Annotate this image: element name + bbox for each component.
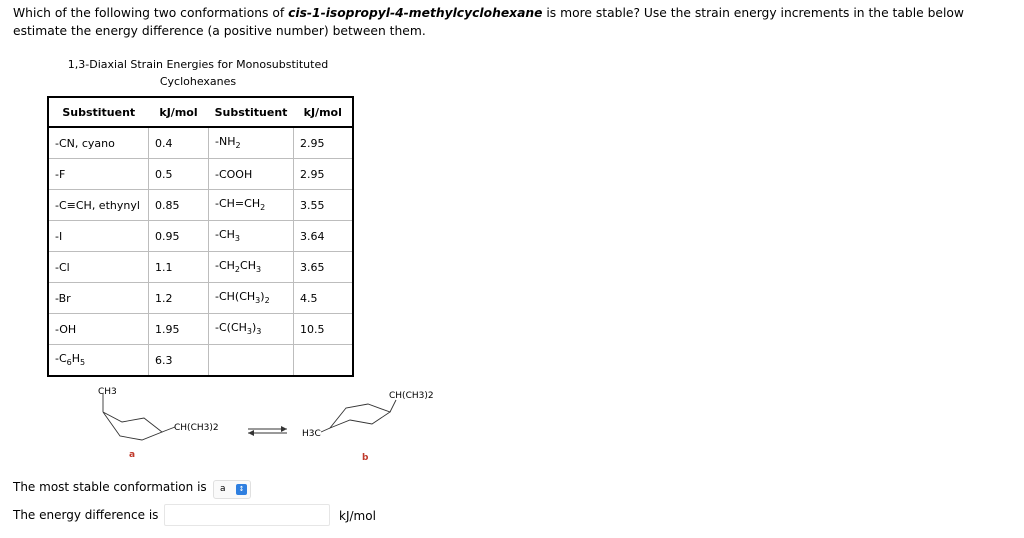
substituent-cell: $-C(CH_3)_3$ — [209, 314, 294, 345]
value-cell: 2.95 — [294, 127, 354, 159]
stable-conformation-value: a — [220, 484, 226, 494]
value-cell: 2.95 — [294, 159, 354, 190]
value-cell: 10.5 — [294, 314, 354, 345]
substituent-cell: $-CH_2CH_3$ — [209, 252, 294, 283]
structure-b — [302, 391, 434, 463]
structure-b-isopropyl: CH(CH3)2 — [389, 391, 434, 401]
energy-difference-label: The energy difference is — [13, 508, 159, 522]
table-caption — [48, 56, 348, 90]
structure-b-label: b — [362, 453, 369, 463]
table-row — [48, 283, 353, 314]
chevron-up-down-icon: ↕ — [236, 484, 247, 495]
value-cell: 0.5 — [149, 159, 209, 190]
value-cell: 3.64 — [294, 221, 354, 252]
substituent-cell: $-C_6H_5$ — [48, 345, 149, 377]
value-cell: 3.65 — [294, 252, 354, 283]
structure-b-h3c: H3C — [302, 429, 321, 439]
table-row — [48, 221, 353, 252]
value-cell: 1.2 — [149, 283, 209, 314]
stable-conformation-select[interactable] — [213, 480, 251, 499]
table-row — [48, 127, 353, 159]
header-kjmol-2: kJ/mol — [294, 97, 354, 127]
table-header-row — [48, 97, 353, 127]
table-row — [48, 345, 353, 377]
value-cell: 6.3 — [149, 345, 209, 377]
substituent-cell: -F — [48, 159, 149, 190]
value-cell: 0.95 — [149, 221, 209, 252]
caption-line-2: Cyclohexanes — [159, 75, 237, 88]
table-row — [48, 190, 353, 221]
strain-energy-table — [47, 96, 354, 377]
value-cell: 0.4 — [149, 127, 209, 159]
value-cell: 1.95 — [149, 314, 209, 345]
equilibrium-arrows-icon — [248, 426, 287, 436]
substituent-cell: -Cl — [48, 252, 149, 283]
structure-a-isopropyl: CH(CH3)2 — [174, 423, 219, 433]
header-substituent-2: Substituent — [209, 97, 294, 127]
substituent-cell: -COOH — [209, 159, 294, 190]
substituent-cell: $-CH=CH_2$ — [209, 190, 294, 221]
substituent-cell: -Br — [48, 283, 149, 314]
substituent-cell: $-CH(CH_3)_2$ — [209, 283, 294, 314]
substituent-cell — [209, 345, 294, 377]
energy-difference-input[interactable] — [164, 504, 330, 526]
table-row — [48, 252, 353, 283]
substituent-cell: -C≡CH, ethynyl — [48, 190, 149, 221]
compound-name: cis-1-isopropyl-4-methylcyclohexane — [288, 6, 543, 20]
caption-line-1: 1,3-Diaxial Strain Energies for Monosubstituted — [67, 58, 329, 71]
substituent-cell: $-CH_3$ — [209, 221, 294, 252]
question-part2: is more stable? Use the strain energy increments in the table below estimate the energy difference (a positive number) between them. — [13, 6, 964, 38]
value-cell: 1.1 — [149, 252, 209, 283]
header-substituent-1: Substituent — [48, 97, 149, 127]
question-part1: Which of the following two conformations of — [13, 6, 289, 20]
table-row — [48, 159, 353, 190]
substituent-cell: -OH — [48, 314, 149, 345]
header-kjmol-1: kJ/mol — [149, 97, 209, 127]
value-cell: 4.5 — [294, 283, 354, 314]
substituent-cell: -I — [48, 221, 149, 252]
stable-conformation-label: The most stable conformation is — [13, 480, 207, 494]
substituent-cell: -CN, cyano — [48, 127, 149, 159]
substituent-cell: $-NH_2$ — [209, 127, 294, 159]
energy-unit: kJ/mol — [339, 509, 376, 523]
conformation-structures — [0, 380, 480, 465]
structure-a — [98, 387, 219, 460]
structure-a-label: a — [129, 450, 136, 460]
question-text — [13, 4, 1013, 40]
value-cell: 0.85 — [149, 190, 209, 221]
value-cell — [294, 345, 354, 377]
table-row — [48, 314, 353, 345]
value-cell: 3.55 — [294, 190, 354, 221]
structure-a-ch3: CH3 — [98, 387, 117, 397]
